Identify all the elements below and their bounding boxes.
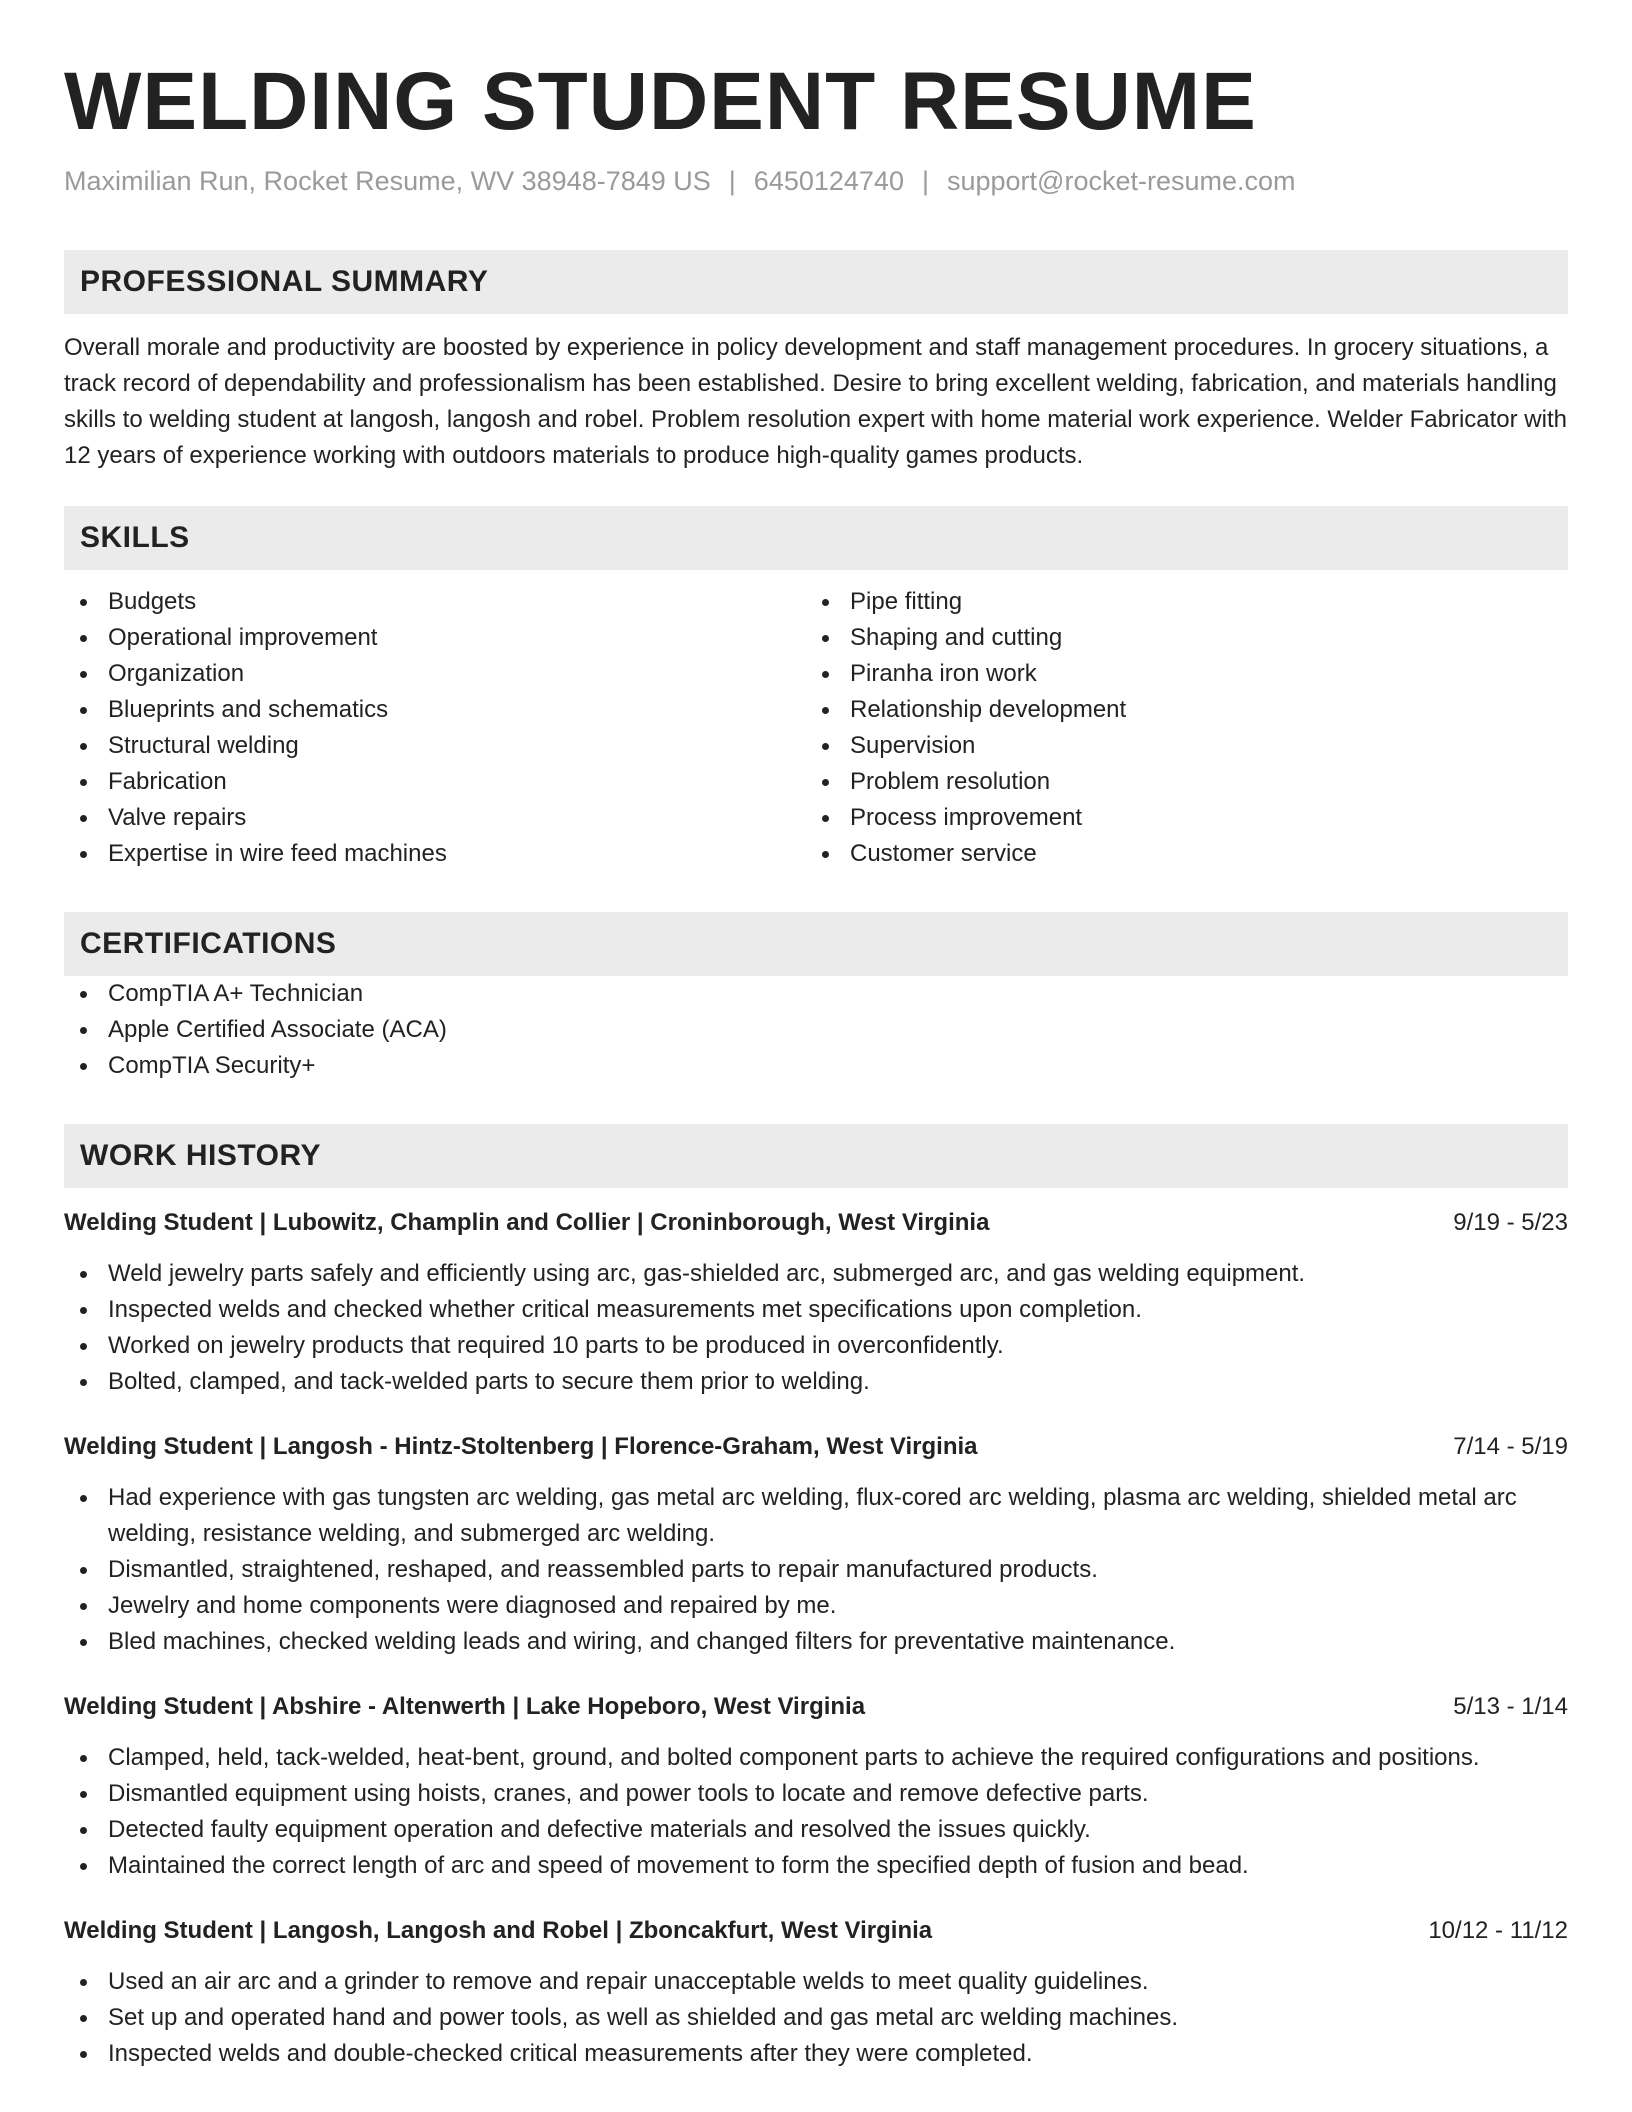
skill-item: Problem resolution: [806, 764, 1548, 800]
job-bullet: Jewelry and home components were diagnosed and repaired by me.: [64, 1588, 1568, 1624]
skill-item: Fabrication: [64, 764, 806, 800]
skill-item: Structural welding: [64, 728, 806, 764]
job-entry: [64, 1204, 1568, 1400]
certification-item: Apple Certified Associate (ACA): [64, 1012, 1568, 1048]
skills-section-header: SKILLS: [64, 506, 1568, 570]
job-bullet: Used an air arc and a grinder to remove and repair unacceptable welds to meet quality guidelines.: [64, 1964, 1568, 2000]
job-bullet: Inspected welds and checked whether critical measurements met specifications upon completion.: [64, 1292, 1568, 1328]
job-bullet: Detected faulty equipment operation and defective materials and resolved the issues quickly.: [64, 1812, 1568, 1848]
job-heading: [64, 1204, 1568, 1242]
skill-item: Budgets: [64, 584, 806, 620]
skill-item: Relationship development: [806, 692, 1548, 728]
skill-item: Valve repairs: [64, 800, 806, 836]
job-bullet: Bolted, clamped, and tack-welded parts to secure them prior to welding.: [64, 1364, 1568, 1400]
job-title: Welding Student | Abshire - Altenwerth | Lake Hopeboro, West Virginia: [64, 1693, 866, 1720]
skill-item: Pipe fitting: [806, 584, 1548, 620]
contact-separator: |: [728, 166, 736, 196]
job-entry: [64, 1428, 1568, 1660]
certifications-section-header: CERTIFICATIONS: [64, 912, 1568, 976]
certification-item: CompTIA Security+: [64, 1048, 1568, 1084]
job-bullet: Dismantled equipment using hoists, cranes, and power tools to locate and remove defective parts.: [64, 1776, 1568, 1812]
job-dates: 9/19 - 5/23: [1453, 1209, 1568, 1236]
skill-item: Operational improvement: [64, 620, 806, 656]
job-bullet: Bled machines, checked welding leads and wiring, and changed filters for preventative maintenance.: [64, 1624, 1568, 1660]
contact-line: [64, 164, 1568, 198]
skill-item: Organization: [64, 656, 806, 692]
skill-item: Blueprints and schematics: [64, 692, 806, 728]
summary-section-header: PROFESSIONAL SUMMARY: [64, 250, 1568, 314]
resume-page: [64, 0, 1568, 2072]
job-dates: 7/14 - 5/19: [1453, 1433, 1568, 1460]
contact-phone: 6450124740: [753, 166, 904, 196]
skill-item: Expertise in wire feed machines: [64, 836, 806, 872]
job-bullet: Weld jewelry parts safely and efficiently using arc, gas-shielded arc, submerged arc, and gas welding equipment.: [64, 1256, 1568, 1292]
job-bullet: Inspected welds and double-checked critical measurements after they were completed.: [64, 2036, 1568, 2072]
job-entry: [64, 1688, 1568, 1884]
skill-item: Shaping and cutting: [806, 620, 1548, 656]
skill-item: Supervision: [806, 728, 1548, 764]
job-entry: [64, 1912, 1568, 2072]
job-bullets: [64, 1964, 1568, 2072]
work-history-section-header: WORK HISTORY: [64, 1124, 1568, 1188]
job-title: Welding Student | Langosh, Langosh and Robel | Zboncakfurt, West Virginia: [64, 1917, 933, 1944]
job-heading: [64, 1688, 1568, 1726]
job-heading: [64, 1912, 1568, 1950]
job-heading: [64, 1428, 1568, 1466]
skill-item: Process improvement: [806, 800, 1548, 836]
contact-email: support@rocket-resume.com: [946, 166, 1296, 196]
job-title: Welding Student | Lubowitz, Champlin and Collier | Croninborough, West Virginia: [64, 1209, 990, 1236]
job-dates: 10/12 - 11/12: [1428, 1917, 1568, 1944]
skill-item: Customer service: [806, 836, 1548, 872]
job-bullets: [64, 1740, 1568, 1884]
job-bullet: Clamped, held, tack-welded, heat-bent, ground, and bolted component parts to achieve the required configurations and positions.: [64, 1740, 1568, 1776]
certification-item: CompTIA A+ Technician: [64, 976, 1568, 1012]
job-title: Welding Student | Langosh - Hintz-Stoltenberg | Florence-Graham, West Virginia: [64, 1433, 978, 1460]
job-dates: 5/13 - 1/14: [1453, 1693, 1568, 1720]
job-bullet: Maintained the correct length of arc and speed of movement to form the specified depth of fusion and bead.: [64, 1848, 1568, 1884]
job-bullet: Had experience with gas tungsten arc welding, gas metal arc welding, flux-cored arc welding, plasma arc welding, shielded metal arc welding, resistance welding, and submerged arc welding.: [64, 1480, 1568, 1552]
skills-list: [64, 584, 1568, 872]
job-bullet: Dismantled, straightened, reshaped, and reassembled parts to repair manufactured products.: [64, 1552, 1568, 1588]
skills-column-right: [806, 584, 1548, 872]
contact-address: Maximilian Run, Rocket Resume, WV 38948-7849 US: [64, 166, 711, 196]
summary-text: Overall morale and productivity are boosted by experience in policy development and staff management procedures. In grocery situations, a track record of dependability and professionalism has been established. Desire to bring excellent welding, fabrication, and materials handling skills to welding student at langosh, langosh and robel. Problem resolution expert with home material work experience. Welder Fabricator with 12 years of experience working with outdoors materials to produce high-quality games products.: [64, 334, 1567, 469]
resume-title: WELDING STUDENT RESUME: [64, 56, 1257, 147]
skill-item: Piranha iron work: [806, 656, 1548, 692]
job-bullet: Worked on jewelry products that required 10 parts to be produced in overconfidently.: [64, 1328, 1568, 1364]
job-bullets: [64, 1480, 1568, 1660]
job-bullet: Set up and operated hand and power tools, as well as shielded and gas metal arc welding machines.: [64, 2000, 1568, 2036]
contact-separator: |: [921, 166, 929, 196]
skills-column-left: [64, 584, 806, 872]
job-bullets: [64, 1256, 1568, 1400]
certifications-list: [64, 976, 1568, 1084]
